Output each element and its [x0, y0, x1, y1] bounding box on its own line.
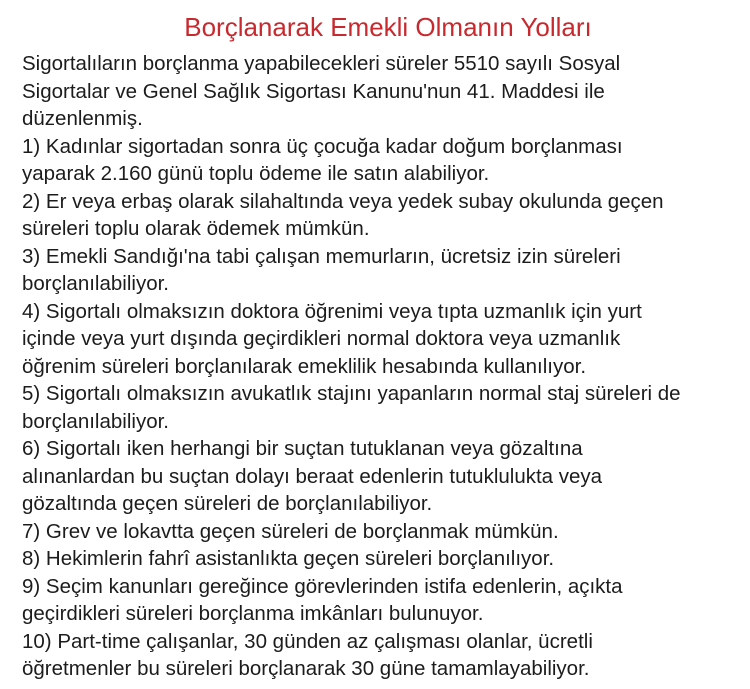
- text-line: yaparak 2.160 günü toplu ödeme ile satın alabiliyor.: [22, 162, 490, 185]
- text-line: 1) Kadınlar sigortadan sonra üç çocuğa kadar doğum borçlanması: [22, 134, 623, 158]
- text-line: süreleri toplu olarak ödemek mümkün.: [22, 217, 370, 240]
- text-line: 10) Part-time çalışanlar, 30 günden az çalışması olanlar, ücretli: [22, 629, 593, 653]
- text-line: borçlanılabiliyor.: [22, 272, 169, 295]
- text-line: gözaltında geçen süreleri de borçlanılabiliyor.: [22, 492, 433, 515]
- text-line: 2) Er veya erbaş olarak silahaltında veya yedek subay okulunda geçen: [22, 189, 664, 213]
- text-line: düzenlenmiş.: [22, 107, 143, 130]
- text-line: 3) Emekli Sandığı'na tabi çalışan memurların, ücretsiz izin süreleri: [22, 244, 621, 268]
- text-line: 4) Sigortalı olmaksızın doktora öğrenimi veya tıpta uzmanlık için yurt: [22, 299, 642, 323]
- text-line: alınanlardan bu suçtan dolayı beraat edenlerin tutuklulukta veya: [22, 464, 603, 488]
- text-line: 5) Sigortalı olmaksızın avukatlık stajını yapanların normal staj süreleri de: [22, 382, 681, 405]
- text-line: geçirdikleri süreleri borçlanma imkânları bulunuyor.: [22, 602, 484, 625]
- text-line: 7) Grev ve lokavtta geçen süreleri de borçlanmak mümkün.: [22, 519, 559, 543]
- text-line: 6) Sigortalı iken herhangi bir suçtan tutuklanan veya gözaltına: [22, 437, 583, 460]
- text-line: öğretmenler bu süreleri borçlanarak 30 güne tamamlayabiliyor.: [22, 657, 590, 680]
- text-line: öğrenim süreleri borçlanılarak emeklilik hesabında kullanılıyor.: [22, 354, 587, 378]
- document-title: Borçlanarak Emekli Olmanın Yolları: [184, 12, 592, 42]
- text-line: içinde veya yurt dışında geçirdikleri normal doktora veya uzmanlık: [22, 327, 621, 350]
- text-line: 8) Hekimlerin fahrî asistanlıkta geçen süreleri borçlanılıyor.: [22, 547, 555, 570]
- text-line: Sigortalıların borçlanma yapabilecekleri süreler 5510 sayılı Sosyal: [22, 52, 621, 75]
- text-line: 9) Seçim kanunları gereğince görevlerinden istifa edenlerin, açıkta: [22, 574, 623, 598]
- text-line: Sigortalar ve Genel Sağlık Sigortası Kanunu'nun 41. Maddesi ile: [22, 79, 605, 103]
- text-line: borçlanılabiliyor.: [22, 409, 169, 433]
- document-body: [22, 50, 744, 683]
